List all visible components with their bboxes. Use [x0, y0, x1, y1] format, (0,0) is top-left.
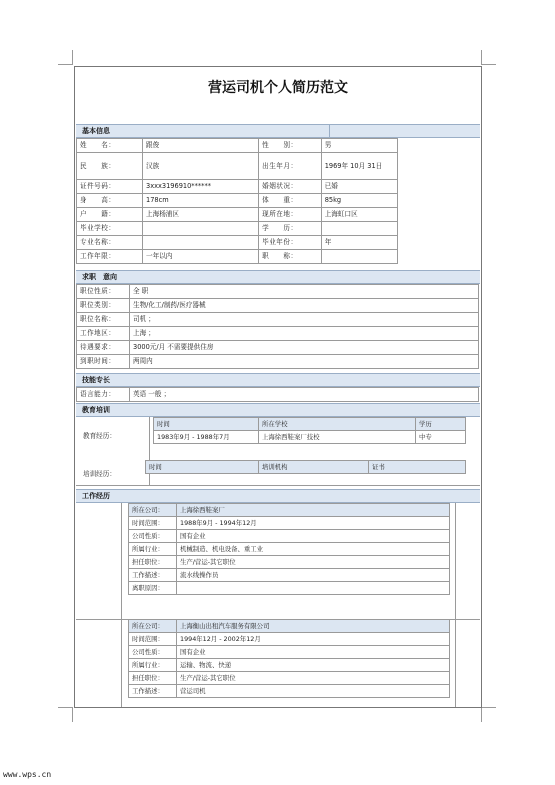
work-job-2-row: [129, 646, 450, 659]
job-intent-row: [77, 313, 479, 327]
work-job-1-row: [129, 556, 450, 569]
work-job-2-row: [129, 620, 450, 633]
basic-info-value: [143, 222, 259, 236]
basic-info-label: 户 籍：: [77, 208, 143, 222]
edu-head-degree: 学历: [416, 418, 466, 431]
work-job-1-value: 上海徐西鞋案厂: [177, 504, 450, 517]
work-job-2-label: 所在公司：: [129, 620, 177, 633]
basic-info-label: 毕业年份：: [259, 236, 322, 250]
skills-table: [76, 387, 479, 402]
work-job-2-row: [129, 672, 450, 685]
basic-info-row: [77, 208, 398, 222]
edu-head-school: 所在学校: [259, 418, 416, 431]
skill-value: 英语 一般 ；: [130, 388, 479, 402]
work-job-2-row: [129, 685, 450, 698]
work-job-1-label: 公司性质：: [129, 530, 177, 543]
job-intent-row: [77, 341, 479, 355]
basic-info-value: 178cm: [143, 194, 259, 208]
work-job-2-label: 所属行业：: [129, 659, 177, 672]
train-head-time: 时间: [146, 461, 259, 474]
basic-info-value: 年: [321, 236, 397, 250]
resume-title: 营运司机个人简历范文: [208, 80, 348, 96]
resume-page: [74, 66, 482, 708]
job-intent-label: 到职时间：: [77, 355, 130, 369]
section-work-experience: 工作经历: [76, 489, 480, 503]
work-job-2-label: 时间范围：: [129, 633, 177, 646]
work-job-1-value: [177, 582, 450, 595]
work-job-2-value: 上海衡山出租汽车服务有限公司: [177, 620, 450, 633]
work-job-2-value: 运输、物流、快递: [177, 659, 450, 672]
section-basic-info: 基本信息: [76, 124, 480, 138]
train-head-org: 培训机构: [259, 461, 369, 474]
basic-info-value: [321, 250, 397, 264]
crop-mark-top-left: [58, 50, 73, 65]
basic-info-value: [143, 236, 259, 250]
skill-row: [77, 388, 479, 402]
work-job-1-value: 流水线操作员: [177, 569, 450, 582]
basic-info-value: 3xxx3196910******: [143, 180, 259, 194]
job-intent-row: [77, 355, 479, 369]
basic-info-row: [77, 250, 398, 264]
basic-info-value: [321, 222, 397, 236]
work-job-1-row: [129, 582, 450, 595]
work-job-1-row: [129, 504, 450, 517]
basic-info-label: 职 称：: [259, 250, 322, 264]
basic-info-label: 体 重：: [259, 194, 322, 208]
basic-info-label: 现所在地：: [259, 208, 322, 222]
work-job-1-value: 机械制造、机电设备、重工业: [177, 543, 450, 556]
basic-info-value: 上海杨浦区: [143, 208, 259, 222]
job-intent-label: 工作地区：: [77, 327, 130, 341]
footer-watermark: www.wps.cn: [3, 770, 52, 779]
work-job-1-label: 所在公司：: [129, 504, 177, 517]
work-job-2-label: 工作描述：: [129, 685, 177, 698]
job-intent-label: 职位类别：: [77, 299, 130, 313]
basic-info-label: 专业名称：: [77, 236, 143, 250]
basic-info-value: 一年以内: [143, 250, 259, 264]
basic-info-value: 1969年 10月 31日: [321, 153, 397, 180]
work-job-1-row: [129, 569, 450, 582]
work-job-1-value: 国有企业: [177, 530, 450, 543]
education-table: [153, 417, 466, 444]
work-job-1-row: [129, 543, 450, 556]
work-job-1-label: 时间范围：: [129, 517, 177, 530]
train-head-cert: 证书: [369, 461, 466, 474]
basic-info-value: 跟俊: [143, 139, 259, 153]
edu-time: 1983年9月 - 1988年7月: [154, 431, 259, 444]
edu-school: 上海徐西鞋案厂技校: [259, 431, 416, 444]
work-job-1-label: 所属行业：: [129, 543, 177, 556]
job-intent-value: 3000元/月 不需要提供住房: [130, 341, 479, 355]
basic-info-label: 身 高：: [77, 194, 143, 208]
work-job-2-table: [128, 619, 450, 698]
work-job-1-label: 工作描述：: [129, 569, 177, 582]
basic-info-row: [77, 222, 398, 236]
job-intent-table: [76, 284, 479, 369]
basic-info-table: [76, 138, 398, 264]
basic-info-label: 毕业学校：: [77, 222, 143, 236]
section-skills: 技能专长: [76, 373, 480, 387]
crop-mark-top-right: [481, 50, 496, 65]
basic-info-label: 姓 名：: [77, 139, 143, 153]
crop-mark-bottom-right: [481, 707, 496, 722]
work-job-1-label: 担任职位：: [129, 556, 177, 569]
job-intent-label: 职位名称：: [77, 313, 130, 327]
work-job-1-value: 1988年9月 - 1994年12月: [177, 517, 450, 530]
work-job-2-label: 公司性质：: [129, 646, 177, 659]
basic-info-label: 性 别：: [259, 139, 322, 153]
work-job-2-row: [129, 633, 450, 646]
work-job-1-value: 生产/营运-其它职位: [177, 556, 450, 569]
basic-info-value: 上海虹口区: [321, 208, 397, 222]
job-intent-row: [77, 299, 479, 313]
edu-head-time: 时间: [154, 418, 259, 431]
job-intent-value: 两周内: [130, 355, 479, 369]
education-label: 教育经历：: [83, 432, 116, 440]
job-intent-value: 生物/化工/制药/医疗器械: [130, 299, 479, 313]
work-job-2-value: 营运司机: [177, 685, 450, 698]
section-job-intent: 求职 意向: [76, 270, 480, 284]
job-intent-value: 全 职: [130, 285, 479, 299]
work-job-1-table: [128, 503, 450, 595]
basic-info-label: 婚姻状况：: [259, 180, 322, 194]
crop-mark-bottom-left: [58, 707, 73, 722]
basic-info-value: 男: [321, 139, 397, 153]
work-job-1-label: 离职原因：: [129, 582, 177, 595]
basic-info-label: 出生年月：: [259, 153, 322, 180]
basic-info-label: 学 历：: [259, 222, 322, 236]
basic-info-value: 汉族: [143, 153, 259, 180]
job-intent-value: 上海 ；: [130, 327, 479, 341]
edu-degree: 中专: [416, 431, 466, 444]
work-job-2-value: 1994年12月 - 2002年12月: [177, 633, 450, 646]
job-intent-label: 职位性质：: [77, 285, 130, 299]
work-job-1-row: [129, 517, 450, 530]
basic-info-value: 已婚: [321, 180, 397, 194]
job-intent-row: [77, 327, 479, 341]
basic-info-row: [77, 180, 398, 194]
work-job-2-value: 国有企业: [177, 646, 450, 659]
basic-info-row: [77, 153, 398, 180]
work-job-2-value: 生产/营运-其它职位: [177, 672, 450, 685]
training-label: 培训经历：: [83, 470, 116, 478]
skill-label: 语言能力：: [77, 388, 130, 402]
basic-info-row: [77, 194, 398, 208]
work-job-2-label: 担任职位：: [129, 672, 177, 685]
basic-info-row: [77, 236, 398, 250]
work-job-1-row: [129, 530, 450, 543]
basic-info-label: 工作年限：: [77, 250, 143, 264]
basic-info-label: 证件号码：: [77, 180, 143, 194]
basic-info-label: 民 族：: [77, 153, 143, 180]
job-intent-value: 司机 ；: [130, 313, 479, 327]
basic-info-row: [77, 139, 398, 153]
section-education: 教育培训: [76, 403, 480, 417]
job-intent-label: 待遇要求：: [77, 341, 130, 355]
basic-info-value: 85kg: [321, 194, 397, 208]
job-intent-row: [77, 285, 479, 299]
work-job-2-row: [129, 659, 450, 672]
training-table: [145, 460, 466, 474]
